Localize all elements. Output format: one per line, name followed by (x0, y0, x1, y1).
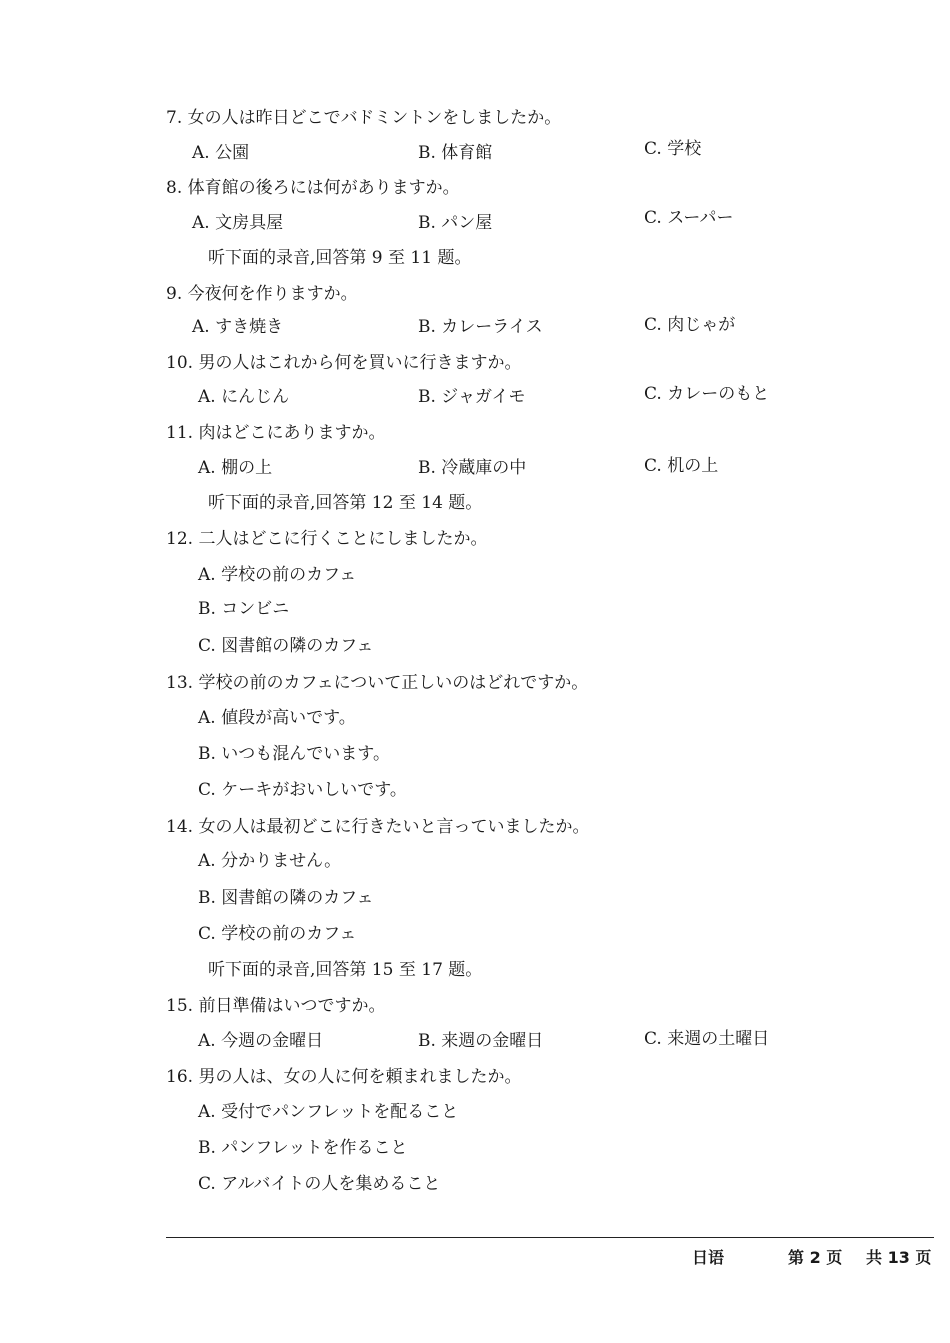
footer-total-pages: 共 13 页 (866, 1248, 932, 1267)
section-instruction: 听下面的录音,回答第 15 至 17 题。 (208, 960, 483, 980)
q8-option-a: A. 文房具屋 (192, 213, 284, 233)
question-16: 16. 男の人は、女の人に何を頼まれましたか。 (166, 1067, 522, 1087)
q14-option-c: C. 学校の前のカフェ (198, 924, 357, 944)
q9-option-a: A. すき焼き (192, 317, 284, 337)
q14-option-b: B. 図書館の隣のカフェ (198, 888, 374, 908)
q8-option-c: C. スーパー (644, 208, 734, 228)
question-7: 7. 女の人は昨日どこでバドミントンをしましたか。 (166, 108, 562, 128)
section-instruction: 听下面的录音,回答第 9 至 11 题。 (208, 248, 472, 268)
q9-option-c: C. 肉じゃが (644, 315, 736, 335)
q15-option-a: A. 今週の金曜日 (198, 1031, 324, 1051)
q12-option-a: A. 学校の前のカフェ (198, 565, 357, 585)
question-13: 13. 学校の前のカフェについて正しいのはどれですか。 (166, 673, 589, 693)
q10-option-a: A. にんじん (198, 387, 290, 407)
q7-option-c: C. 学校 (644, 139, 702, 159)
q13-option-a: A. 値段が高いです。 (198, 708, 356, 728)
q16-option-a: A. 受付でパンフレットを配ること (198, 1102, 459, 1122)
q14-option-a: A. 分かりません。 (198, 851, 342, 871)
q11-option-c: C. 机の上 (644, 456, 719, 476)
question-11: 11. 肉はどこにありますか。 (166, 423, 386, 443)
q11-option-b: B. 冷蔵庫の中 (418, 458, 527, 478)
question-15: 15. 前日準備はいつですか。 (166, 996, 386, 1016)
q16-option-b: B. パンフレットを作ること (198, 1138, 408, 1158)
q10-option-c: C. カレーのもと (644, 384, 770, 404)
section-instruction: 听下面的录音,回答第 12 至 14 题。 (208, 493, 483, 513)
q15-option-b: B. 来週の金曜日 (418, 1031, 544, 1051)
q10-option-b: B. ジャガイモ (418, 387, 526, 407)
q13-option-b: B. いつも混んでいます。 (198, 744, 390, 764)
footer-subject: 日语 (692, 1248, 725, 1267)
q11-option-a: A. 棚の上 (198, 458, 273, 478)
q15-option-c: C. 来週の土曜日 (644, 1029, 770, 1049)
q8-option-b: B. パン屋 (418, 213, 493, 233)
question-9: 9. 今夜何を作りますか。 (166, 284, 358, 304)
q12-option-c: C. 図書館の隣のカフェ (198, 636, 374, 656)
question-10: 10. 男の人はこれから何を買いに行きますか。 (166, 353, 522, 373)
q12-option-b: B. コンビニ (198, 599, 290, 619)
footer-page-number: 第 2 页 (788, 1248, 843, 1267)
footer-divider (166, 1237, 934, 1238)
q7-option-a: A. 公園 (192, 143, 250, 163)
question-12: 12. 二人はどこに行くことにしましたか。 (166, 529, 488, 549)
q13-option-c: C. ケーキがおいしいです。 (198, 780, 407, 800)
question-14: 14. 女の人は最初どこに行きたいと言っていましたか。 (166, 817, 590, 837)
q7-option-b: B. 体育館 (418, 143, 493, 163)
question-8: 8. 体育館の後ろには何がありますか。 (166, 178, 460, 198)
q16-option-c: C. アルバイトの人を集めること (198, 1174, 441, 1194)
q9-option-b: B. カレーライス (418, 317, 543, 337)
